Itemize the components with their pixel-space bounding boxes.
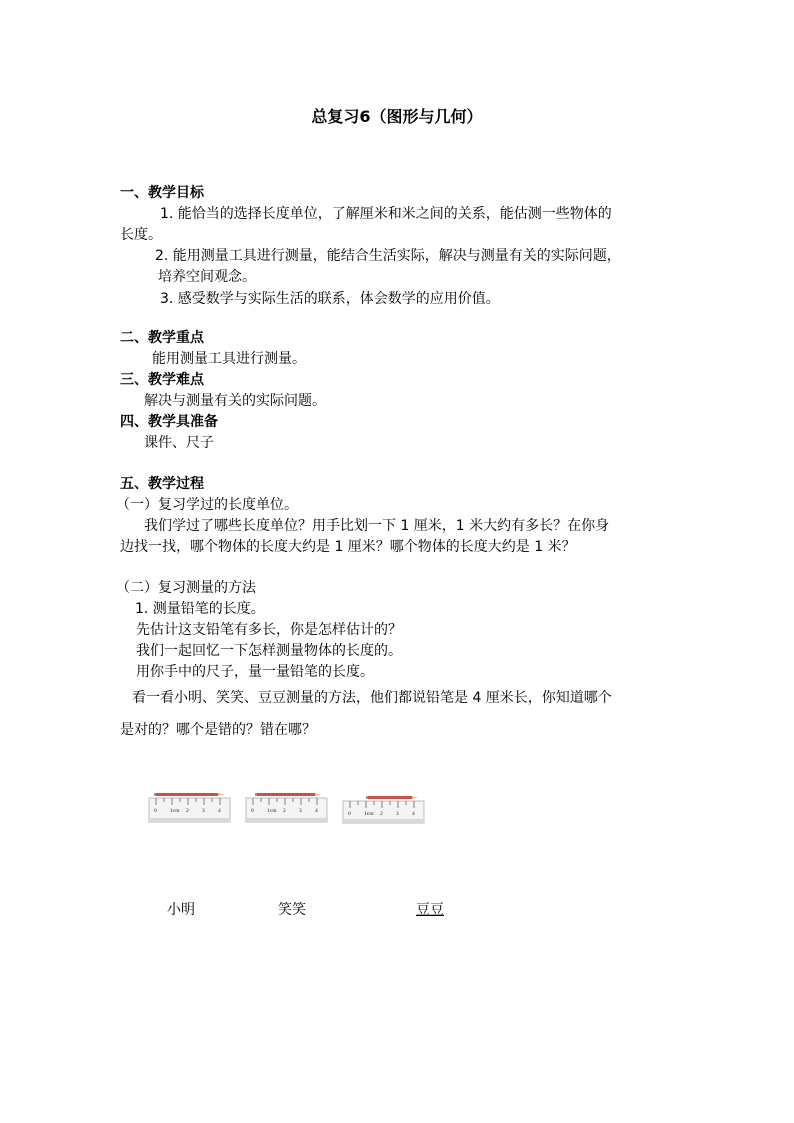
paragraph-2-line-1: 看一看小明、笑笑、豆豆测量的方法，他们都说铅笔是 4 厘米长，你知道哪个 <box>132 690 612 706</box>
section-heading-key-point: 二、教学重点 <box>120 330 204 346</box>
svg-text:1cm: 1cm <box>170 808 180 814</box>
svg-text:2: 2 <box>380 811 383 817</box>
svg-text:2: 2 <box>186 808 189 814</box>
list-item-2: 先估计这支铅笔有多长，你是怎样估计的？ <box>136 622 402 638</box>
ruler-image-xiaoxiao <box>245 788 329 826</box>
svg-text:4: 4 <box>315 808 318 814</box>
pencil-icon <box>255 793 321 796</box>
svg-text:3: 3 <box>202 808 205 814</box>
key-point-text: 能用测量工具进行测量。 <box>152 351 306 367</box>
name-label-xiaoxiao: 笑笑 <box>278 902 306 918</box>
svg-text:0: 0 <box>251 808 254 814</box>
svg-text:4: 4 <box>412 811 415 817</box>
paragraph-2-line-2: 是对的？哪个是错的？错在哪？ <box>120 722 316 738</box>
svg-text:0: 0 <box>154 808 157 814</box>
subsection-1-heading: （一）复习学过的长度单位。 <box>116 497 298 513</box>
pencil-icon <box>366 796 418 799</box>
list-item-1: 1. 测量铅笔的长度。 <box>135 601 265 617</box>
goal-1-line-2: 长度。 <box>120 227 162 243</box>
list-item-4: 用你手中的尺子，量一量铅笔的长度。 <box>136 664 374 680</box>
svg-text:2: 2 <box>283 808 286 814</box>
name-label-doudou: 豆豆 <box>416 902 444 918</box>
name-label-xiaoming: 小明 <box>167 902 195 918</box>
materials-text: 课件、尺子 <box>144 435 214 451</box>
difficulty-text: 解决与测量有关的实际问题。 <box>144 393 326 409</box>
goal-2-line-1: 2. 能用测量工具进行测量，能结合生活实际，解决与测量有关的实际问题， <box>155 248 621 264</box>
goal-3: 3. 感受数学与实际生活的联系，体会数学的应用价值。 <box>160 291 500 307</box>
ruler-image-xiaoming <box>148 788 232 826</box>
pencil-icon <box>154 793 224 796</box>
svg-text:3: 3 <box>396 811 399 817</box>
svg-text:0: 0 <box>348 811 351 817</box>
svg-text:4: 4 <box>218 808 221 814</box>
paragraph-1-line-1: 我们学过了哪些长度单位？用手比划一下 1 厘米，1 米大约有多长？在你身 <box>144 518 610 534</box>
paragraph-1-line-2: 边找一找，哪个物体的长度大约是 1 厘米？哪个物体的长度大约是 1 米？ <box>120 539 576 555</box>
goal-2-line-2: 培养空间观念。 <box>158 269 256 285</box>
list-item-3: 我们一起回忆一下怎样测量物体的长度的。 <box>136 643 402 659</box>
svg-text:1cm: 1cm <box>364 811 374 817</box>
section-heading-process: 五、教学过程 <box>120 476 204 492</box>
section-heading-difficulty: 三、教学难点 <box>120 372 204 388</box>
ruler-image-doudou <box>342 793 426 827</box>
goal-1-line-1: 1. 能恰当的选择长度单位，了解厘米和米之间的关系，能估测一些物体的 <box>160 206 612 222</box>
page-title: 总复习6（图形与几何） <box>311 107 483 126</box>
subsection-2-heading: （二）复习测量的方法 <box>116 580 256 596</box>
svg-text:3: 3 <box>299 808 302 814</box>
section-heading-materials: 四、教学具准备 <box>120 414 218 430</box>
section-heading-goals: 一、教学目标 <box>120 185 204 201</box>
svg-text:1cm: 1cm <box>267 808 277 814</box>
